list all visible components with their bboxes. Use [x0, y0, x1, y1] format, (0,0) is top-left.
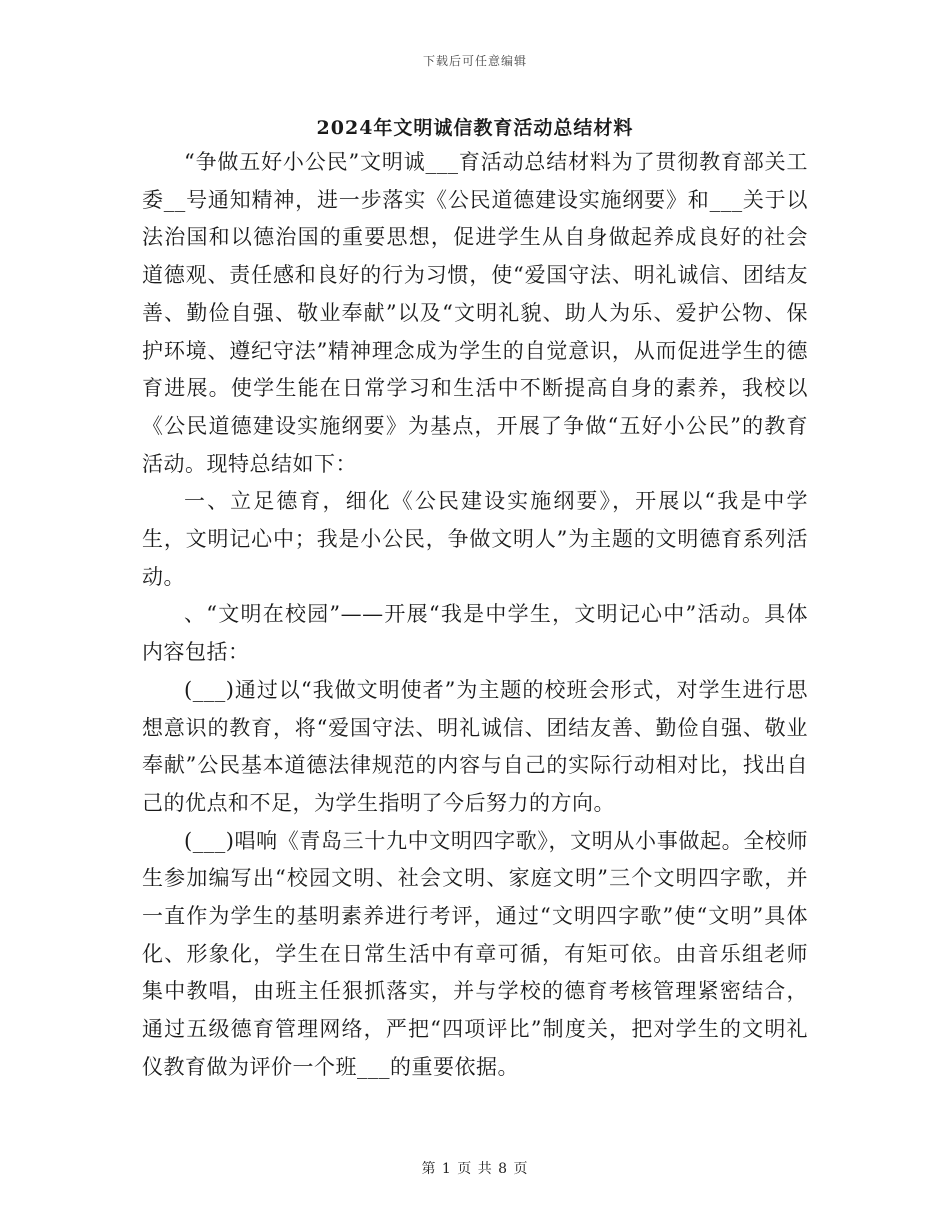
document-body: [142, 144, 808, 1087]
page-number: 第 1 页 共 8 页: [421, 1161, 529, 1177]
paragraph-section-one: 一、立足德育，细化《公民建设实施纲要》，开展以“我是中学生，文明记心中；我是小公民，争做文明人”为主题的文明德育系列活动。: [142, 489, 808, 589]
paragraph-item-two: (___)唱响《青岛三十九中文明四字歌》，文明从小事做起。全校师生参加编写出“校园文明、社会文明、家庭文明”三个文明四字歌，并一直作为学生的基明素养进行考评，通过“文明四字歌”使“文明”具体化、形象化，学生在日常生活中有章可循，有矩可依。由音乐组老师集中教唱，由班主任狠抓落实，并与学校的德育考核管理紧密结合，通过五级德育管理网络，严把“四项评比”制度关，把对学生的文明礼仪教育做为评价一个班___的重要依据。: [142, 828, 808, 1079]
paragraph-item-one: (___)通过以“我做文明使者”为主题的校班会形式，对学生进行思想意识的教育，将“爱国守法、明礼诚信、团结友善、勤俭自强、敬业奉献”公民基本道德法律规范的内容与自己的实际行动相对比，找出自己的优点和不足，为学生指明了今后努力的方向。: [142, 677, 808, 815]
document-title: 2024年文明诚信教育活动总结材料: [316, 117, 634, 139]
paragraph-intro: “争做五好小公民”文明诚___育活动总结材料为了贯彻教育部关工委__号通知精神，进一步落实《公民道德建设实施纲要》和___关于以法治国和以德治国的重要思想，促进学生从自身做起养成良好的社会道德观、责任感和良好的行为习惯，使“爱国守法、明礼诚信、团结友善、勤俭自强、敬业奉献”以及“文明礼貌、助人为乐、爱护公物、保护环境、遵纪守法”精神理念成为学生的自觉意识，从而促进学生的德育进展。使学生能在日常学习和生活中不断提高自身的素养，我校以《公民道德建设实施纲要》为基点，开展了争做“五好小公民”的教育活动。现特总结如下：: [142, 150, 808, 476]
page-header: 下载后可任意编辑: [422, 54, 527, 68]
paragraph-civilized-campus: 、“文明在校园”——开展“我是中学生，文明记心中”活动。具体内容包括：: [142, 602, 808, 665]
